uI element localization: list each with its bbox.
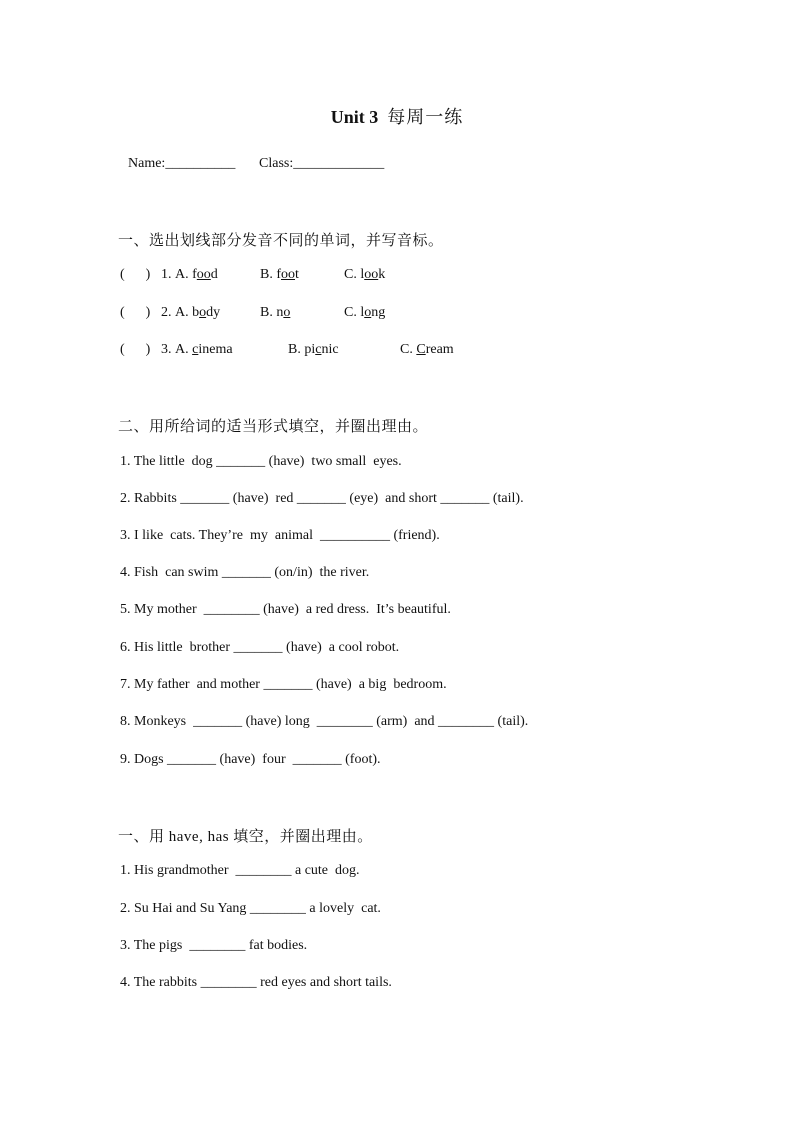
option-a: A. cinema <box>175 342 233 357</box>
title-subtitle: 每周一练 <box>387 107 464 127</box>
question-number: 2. <box>161 305 172 320</box>
fill-question[interactable]: 3. The pigs ________ fat bodies. <box>120 938 308 953</box>
class-blank[interactable]: _____________ <box>293 156 385 171</box>
fill-question[interactable]: 1. His grandmother ________ a cute dog. <box>120 863 360 878</box>
fill-question[interactable]: 5. My mother ________ (have) a red dress. It’s beautiful. <box>120 602 451 617</box>
answer-paren[interactable]: ( ) <box>120 305 151 320</box>
fill-question[interactable]: 4. Fish can swim _______ (on/in) the river. <box>120 565 370 580</box>
name-field[interactable] <box>128 156 235 172</box>
section3-heading: 一、用 have, has 填空，并圈出理由。 <box>118 829 373 845</box>
answer-paren[interactable]: ( ) <box>120 342 151 357</box>
option-c: C. Cream <box>400 342 454 357</box>
option-b: B. no <box>260 305 291 320</box>
class-label: Class: <box>259 156 294 171</box>
question-number: 3. <box>161 342 172 357</box>
fill-question[interactable]: 8. Monkeys _______ (have) long ________ (arm) and ________ (tail). <box>120 714 529 729</box>
option-c: C. long <box>344 305 386 320</box>
answer-paren[interactable]: ( ) <box>120 267 151 282</box>
section1-heading: 一、选出划线部分发音不同的单词，并写音标。 <box>118 233 444 249</box>
fill-question[interactable]: 1. The little dog _______ (have) two small eyes. <box>120 454 402 469</box>
option-a: A. food <box>175 267 218 282</box>
fill-question[interactable]: 6. His little brother _______ (have) a cool robot. <box>120 640 400 655</box>
section2-heading: 二、用所给词的适当形式填空，并圈出理由。 <box>118 419 429 435</box>
fill-question[interactable]: 9. Dogs _______ (have) four _______ (foot). <box>120 752 381 767</box>
fill-question[interactable]: 2. Rabbits _______ (have) red _______ (eye) and short _______ (tail). <box>120 491 524 506</box>
class-field[interactable] <box>259 156 384 172</box>
fill-question[interactable]: 7. My father and mother _______ (have) a big bedroom. <box>120 677 447 692</box>
option-b: B. picnic <box>288 342 339 357</box>
fill-question[interactable]: 3. I like cats. They’re my animal __________ (friend). <box>120 528 440 543</box>
question-number: 1. <box>161 267 172 282</box>
title-unit: Unit 3 <box>330 107 379 127</box>
name-blank[interactable]: __________ <box>165 156 236 171</box>
option-b: B. foot <box>260 267 299 282</box>
fill-question[interactable]: 4. The rabbits ________ red eyes and short tails. <box>120 975 392 990</box>
option-c: C. look <box>344 267 386 282</box>
page-title <box>0 103 794 129</box>
fill-question[interactable]: 2. Su Hai and Su Yang ________ a lovely cat. <box>120 901 381 916</box>
option-a: A. body <box>175 305 221 320</box>
name-label: Name: <box>128 156 166 171</box>
